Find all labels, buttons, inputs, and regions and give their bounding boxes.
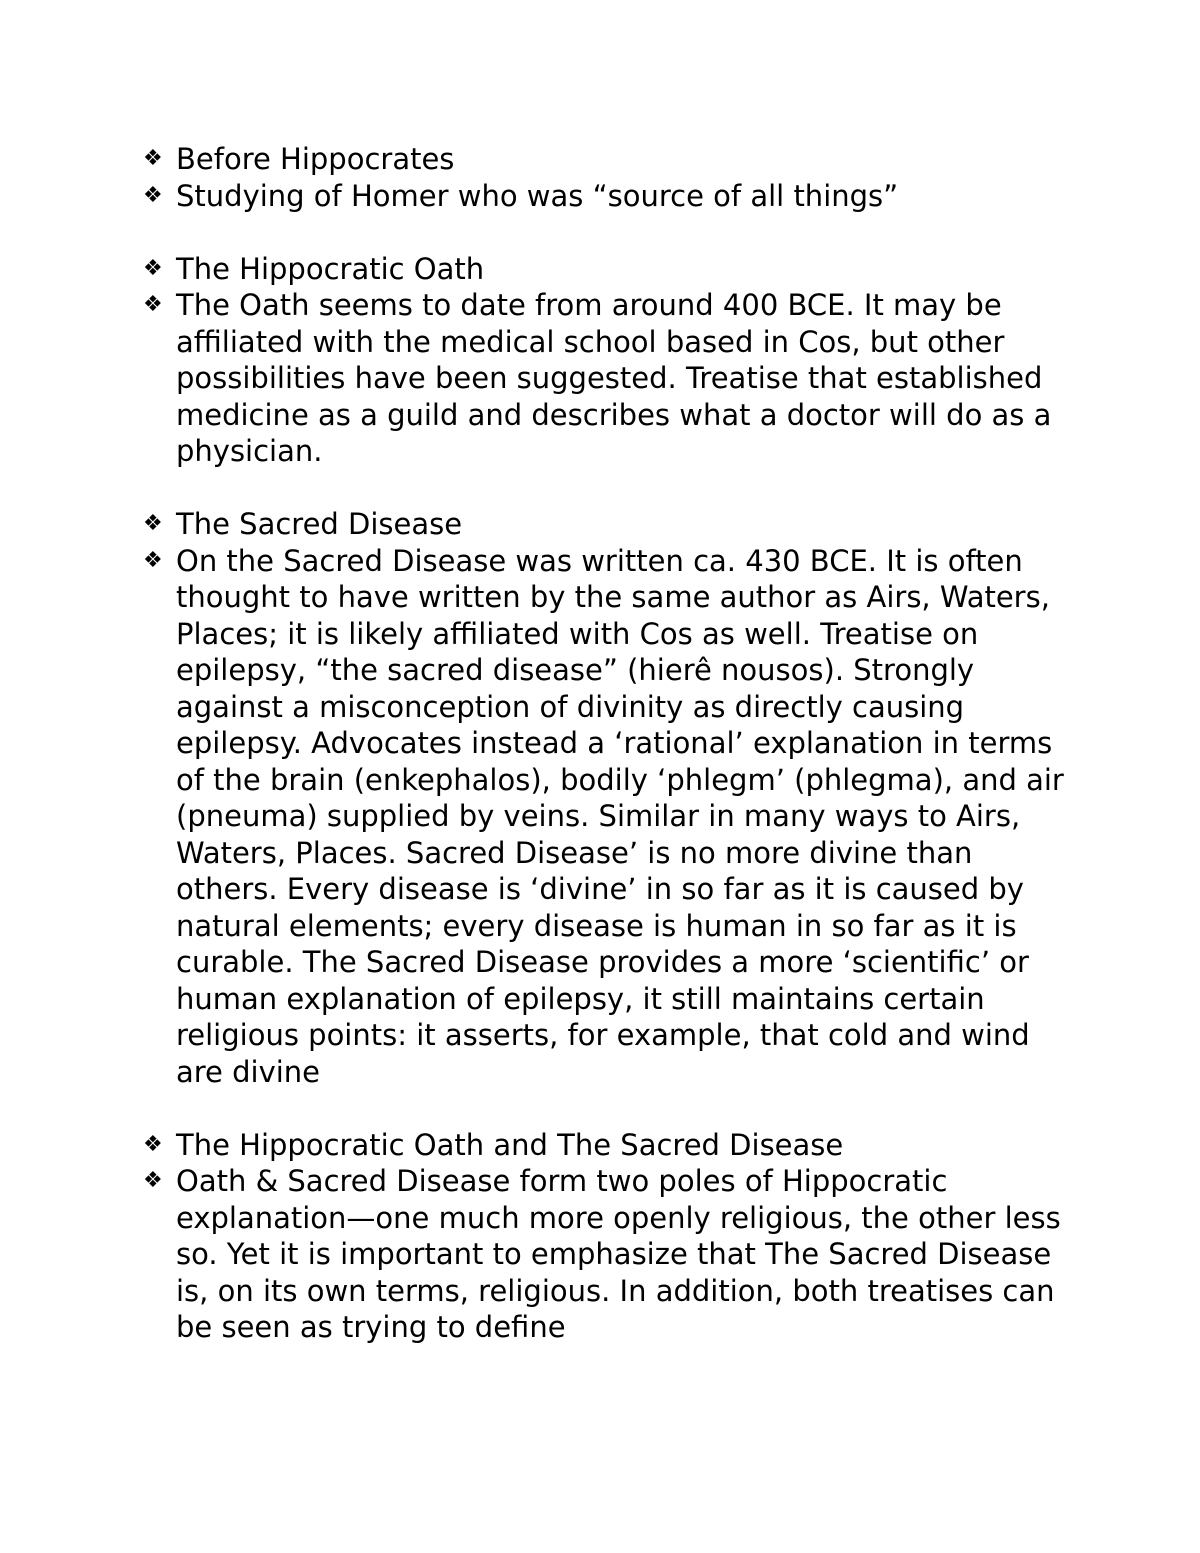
section-spacer	[143, 214, 1073, 251]
diamond-bullet-icon: ❖	[143, 1131, 163, 1157]
document-body	[143, 141, 1073, 1346]
diamond-bullet-icon: ❖	[143, 1168, 163, 1193]
text-sacred-disease-description: On the Sacred Disease was written ca. 430 BCE. It is often thought to have written by the same author as Airs, Waters, Places; it is likely affiliated with Cos as well. Treatise on epilepsy, “the sacred disease” (hierê nousos). Strongly against a misconception of divinity as directly causing epilepsy. Advocates instead a ‘rational’ explanation in terms of the brain (enkephalos), bodily ‘phlegm’ (phlegma), and air (pneuma) supplied by veins. Similar in many ways to Airs, Waters, Places. Sacred Disease’ is no more divine than others. Every disease is ‘divine’ in so far as it is caused by natural elements; every disease is human in so far as it is curable. The Sacred Disease provides a more ‘scientific’ or human explanation of epilepsy, it still maintains certain religious points: it asserts, for example, that cold and wind are divine	[176, 543, 1064, 1089]
bullet-item-two-poles	[143, 1163, 1073, 1346]
diamond-bullet-icon: ❖	[143, 292, 163, 317]
bullet-item-homer	[143, 178, 1073, 215]
text-oath-description: The Oath seems to date from around 400 BCE. It may be affiliated with the medical school based in Cos, but other possibilities have been suggested. Treatise that established medicine as a guild and describes what a doctor will do as a physician.	[176, 288, 1052, 468]
text-two-poles: Oath & Sacred Disease form two poles of Hippocratic explanation—one much more openly religious, the other less so. Yet it is important to emphasize that The Sacred Disease is, on its own terms, religious. In addition, both treatises can be seen as trying to define	[176, 1164, 1061, 1344]
bullet-item-oath-description	[143, 287, 1073, 470]
diamond-bullet-icon: ❖	[143, 146, 163, 171]
section-spacer	[143, 1090, 1073, 1127]
section-spacer	[143, 470, 1073, 507]
diamond-bullet-icon: ❖	[143, 547, 163, 573]
diamond-bullet-icon: ❖	[143, 511, 163, 536]
bullet-item-sacred-disease-description	[143, 543, 1073, 1091]
diamond-bullet-icon: ❖	[143, 255, 163, 281]
heading-hippocratic-oath: The Hippocratic Oath	[176, 251, 485, 286]
bullet-item-before-hippocrates	[143, 141, 1073, 178]
text-homer: Studying of Homer who was “source of all things”	[176, 178, 899, 213]
bullet-item-hippocratic-oath	[143, 251, 1073, 288]
bullet-item-sacred-disease	[143, 506, 1073, 543]
diamond-bullet-icon: ❖	[143, 182, 163, 208]
heading-oath-and-sacred-disease: The Hippocratic Oath and The Sacred Disease	[176, 1127, 844, 1162]
heading-before-hippocrates: Before Hippocrates	[176, 142, 455, 176]
bullet-item-oath-and-sacred-disease	[143, 1127, 1073, 1164]
heading-sacred-disease: The Sacred Disease	[176, 507, 463, 541]
